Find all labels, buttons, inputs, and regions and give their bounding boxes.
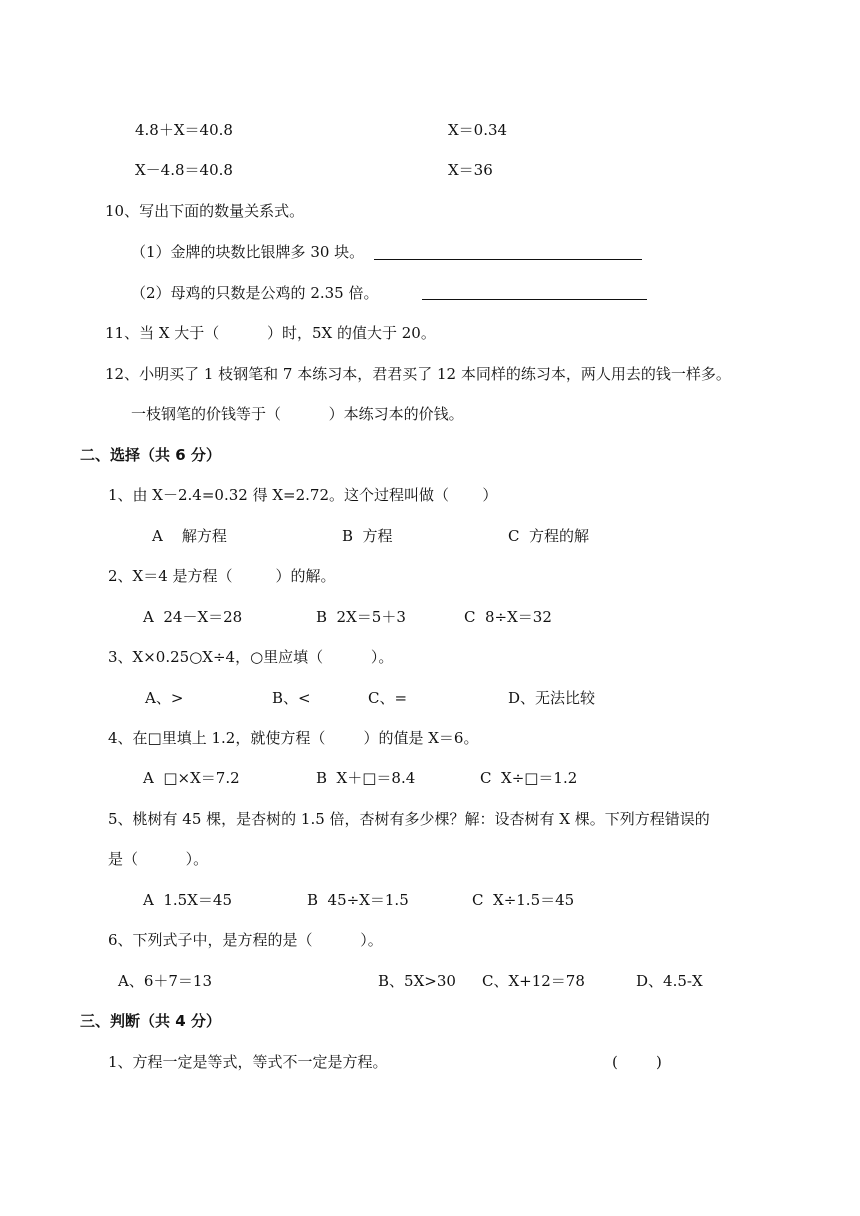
choice-question-4: 4、在□里填上 1.2，就使方程（ ）的值是 X＝6。 bbox=[108, 729, 479, 747]
option-c: C 方程的解 bbox=[508, 527, 590, 545]
option-c: C、= bbox=[368, 689, 408, 707]
answer-line[interactable] bbox=[374, 259, 642, 260]
answer-line[interactable] bbox=[422, 299, 647, 300]
option-text: 4.8＋X＝40.8 bbox=[135, 121, 233, 139]
option-c: C X÷1.5＝45 bbox=[472, 891, 575, 909]
section-heading: 三、判断（共 4 分） bbox=[80, 1012, 221, 1030]
choice-question-5-line-1: 5、桃树有 45 棵，是杏树的 1.5 倍，杏树有多少棵？解：设杏树有 X 棵。下列方程错误的 bbox=[108, 810, 710, 828]
option-a: A 解方程 bbox=[152, 527, 227, 545]
option-d: D、4.5-X bbox=[636, 972, 703, 990]
option-c: C X÷□＝1.2 bbox=[480, 769, 578, 787]
question-12-line-2: 一枝钢笔的价钱等于（ ）本练习本的价钱。 bbox=[131, 405, 464, 423]
option-b: B X＋□＝8.4 bbox=[316, 769, 416, 787]
option-c: C、X+12＝78 bbox=[482, 972, 585, 990]
option-a: A 24－X＝28 bbox=[143, 608, 243, 626]
choice-question-5-line-2: 是（ ）。 bbox=[108, 850, 209, 868]
question-11: 11、当 X 大于（ ）时，5X 的值大于 20。 bbox=[105, 324, 436, 342]
question-10-title: 10、写出下面的数量关系式。 bbox=[105, 202, 305, 220]
option-b: B 2X＝5＋3 bbox=[316, 608, 406, 626]
question-12-line-1: 12、小明买了 1 枝钢笔和 7 本练习本，君君买了 12 本同样的练习本，两人用去的钱一样多。 bbox=[105, 365, 731, 383]
choice-question-3: 3、X×0.25○X÷4，○里应填（ ）。 bbox=[108, 648, 394, 666]
option-a: A、6＋7＝13 bbox=[118, 972, 213, 990]
option-b: B、5X>30 bbox=[378, 972, 456, 990]
answer-parentheses[interactable]: ( ) bbox=[612, 1053, 662, 1071]
choice-question-1: 1、由 X－2.4=0.32 得 X=2.72。这个过程叫做（ ） bbox=[108, 486, 498, 504]
section-heading: 二、选择（共 6 分） bbox=[80, 446, 221, 464]
question-10-item-2: （2）母鸡的只数是公鸡的 2.35 倍。 bbox=[131, 284, 379, 302]
option-b: B 方程 bbox=[342, 527, 393, 545]
option-text: X－4.8＝40.8 bbox=[135, 161, 233, 179]
option-a: A □×X＝7.2 bbox=[143, 769, 240, 787]
option-b: B 45÷X＝1.5 bbox=[307, 891, 409, 909]
judge-question-1: 1、方程一定是等式，等式不一定是方程。 bbox=[108, 1053, 388, 1071]
option-b: B、< bbox=[272, 689, 311, 707]
option-text: X＝36 bbox=[448, 161, 493, 179]
option-a: A、> bbox=[145, 689, 184, 707]
option-a: A 1.5X＝45 bbox=[143, 891, 232, 909]
option-d: D、无法比较 bbox=[508, 689, 596, 707]
choice-question-2: 2、X＝4 是方程（ ）的解。 bbox=[108, 567, 336, 585]
option-c: C 8÷X＝32 bbox=[464, 608, 552, 626]
option-text: X＝0.34 bbox=[448, 121, 508, 139]
question-10-item-1: （1）金牌的块数比银牌多 30 块。 bbox=[131, 243, 365, 261]
choice-question-6: 6、下列式子中，是方程的是（ ）。 bbox=[108, 931, 383, 949]
